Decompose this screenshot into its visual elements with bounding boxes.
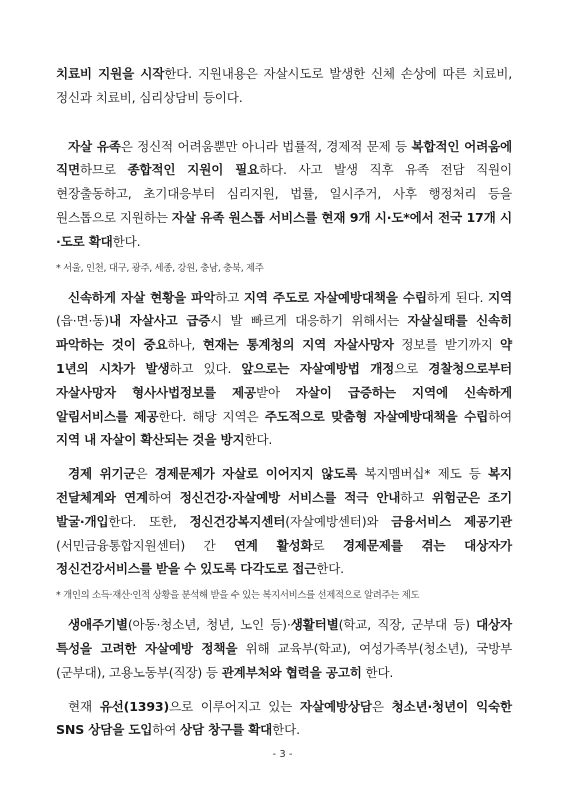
text-run: (서민금융통합지원센터) 간 (56, 537, 234, 553)
bold-text-run: 신속하게 자살 현황을 파악 (68, 289, 216, 305)
bold-text-run: 자살예방상담 (300, 698, 372, 714)
bold-text-run: 금융서비스 제공기관 (391, 513, 513, 529)
bold-text-run: 자살 유족 원스톱 서비스를 현재 9개 시·도*에서 전국 17개 시·도로 확대 (56, 209, 513, 249)
bold-text-run: 대상자 특성을 고려한 자살예방 정책을 (56, 617, 512, 656)
paragraph-treatment-support (56, 62, 512, 110)
text-run: 은 (371, 698, 392, 714)
bold-text-run: 치료비 지원을 시작 (56, 66, 165, 81)
footnote-regions: * 서울, 인천, 대구, 광주, 세종, 강원, 충남, 충북, 제주 (56, 262, 264, 274)
text-run: 하므로 (79, 162, 128, 178)
text-run: 시 발 빠르게 대응하기 위해서는 (210, 313, 408, 329)
bold-text-run: 종합적인 지원이 필요 (127, 162, 260, 178)
text-run: 은 (135, 466, 155, 482)
text-run: 한다. (272, 722, 300, 738)
bold-text-run: 위험군은 조기 발굴·개입 (56, 489, 512, 529)
bold-text-run: 경제 위기군 (68, 466, 136, 482)
text-run: (아동·청소년, 청년, 노인 등)· (127, 617, 291, 633)
bold-text-run: 자살이 급증하는 지역에 신속하게 알림서비스를 제공 (56, 384, 513, 424)
bold-text-run: 생활터별 (290, 617, 339, 633)
bold-text-run: 정신건강복지센터 (189, 513, 286, 529)
bold-text-run: 상담 창구를 확대 (180, 722, 273, 738)
text-run: 하고 있다. (169, 360, 242, 376)
page-number: - 3 - (272, 749, 293, 760)
bold-text-run: 지역 (488, 289, 512, 305)
text-run: 한다. (244, 432, 273, 448)
text-run: 하게 된다. (426, 289, 489, 305)
bold-text-run: 현재는 통계청의 지역 자살사망자 (202, 337, 394, 353)
text-run: 으로 (394, 360, 429, 376)
bold-text-run: 복지 전달체계와 연계 (56, 466, 512, 505)
paragraph-bereaved-families (56, 135, 512, 254)
bold-text-run: 앞으로는 자살예방법 개정 (241, 360, 395, 376)
bold-text-run: 연계 활성화 (233, 537, 313, 553)
bold-text-run: 경제문제를 겪는 대상자가 정신건강서비스를 받을 수 있도록 다각도로 접근 (56, 537, 513, 577)
bold-text-run: 자살실태를 신속히 파악하는 것이 중요 (56, 313, 512, 353)
bold-text-run: 청소년·청년이 익숙한 SNS 상담을 도입 (56, 698, 512, 738)
paragraph-economic-crisis (56, 462, 512, 581)
paragraph-regional-status (56, 286, 512, 453)
text-run: 위해 교육부(학교), 여성가족부(청소년), 국방부(군부대), 고용노동부(직장) 등 (56, 640, 512, 680)
text-run: 한다. (316, 561, 344, 577)
bold-text-run: 지역 내 자살이 확산되는 것을 방지 (56, 432, 245, 448)
bold-text-run: 경찰청으로부터 자살사망자 형사사법정보를 제공 (56, 360, 512, 400)
text-run: 하나, (167, 337, 203, 353)
text-run: 로 (312, 537, 343, 553)
bold-text-run: 유선(1393) (99, 698, 169, 714)
bold-text-run: 생애주기별 (68, 617, 128, 633)
text-run: 정보를 받기까지 (393, 337, 501, 353)
text-run: 하여 (147, 489, 180, 505)
text-run: (학교, 직장, 군부대 등) (338, 617, 477, 633)
text-run: 복지멤버십* 제도 등 (357, 466, 489, 482)
text-run: 하고 (400, 489, 433, 505)
paragraph-life-cycle (56, 613, 512, 684)
text-run: (읍·면·동) (56, 313, 109, 329)
bold-text-run: 정신건강·자살예방 서비스를 적극 안내 (179, 489, 401, 505)
text-run: 하고 (215, 289, 244, 305)
text-run: 은 정신적 어려움뿐만 아니라 법률적, 경제적 문제 등 (120, 138, 412, 154)
text-run: 한다. 또한, (108, 513, 190, 529)
bold-text-run: 지역 주도로 자살예방대책을 수립 (243, 289, 427, 305)
bold-text-run: 경제문제가 자살로 이어지지 않도록 (154, 466, 358, 482)
text-run: 하여 (488, 408, 512, 424)
bold-text-run: 내 자살사고 급증 (108, 313, 211, 329)
text-run: 으로 이루어지고 있는 (169, 698, 301, 714)
bold-text-run: 주도적으로 맞춤형 자살예방대책을 수립 (264, 408, 489, 424)
text-run: 한다. (112, 233, 141, 249)
text-run: 현재 (68, 698, 100, 714)
text-run: 받아 (256, 384, 296, 400)
document-body (56, 62, 512, 742)
text-run: 한다. 해당 지역은 (158, 408, 265, 424)
bold-text-run: 약 1년의 시차가 발생 (56, 337, 513, 376)
text-run: 한다. (361, 664, 394, 680)
text-run: 하여 (152, 722, 181, 738)
text-run: 하다. 사고 발생 직후 유족 전담 직원이 현장출동하고, 초기대응부터 심리지원, 법률, 일시주거, 사후 행정처리 등을 원스톱으로 지원하는 (56, 162, 512, 225)
text-run: 한다. 지원내용은 자살시도로 발생한 신체 손상에 따른 치료비, 정신과 치료비, 심리상담비 등이다. (56, 66, 512, 105)
bold-text-run: 복합적인 어려움에 직면 (56, 138, 512, 178)
paragraph-sns-counseling (56, 695, 512, 743)
bold-text-run: 관계부처와 협력을 공고히 (221, 664, 362, 680)
footnote-welfare-membership: * 개인의 소득·재산·인적 상황을 분석해 받을 수 있는 복지서비스를 선제적으로 알려주는 제도 (56, 590, 420, 602)
bold-text-run: 자살 유족 (68, 138, 121, 154)
text-run: (자살예방센터)와 (285, 513, 392, 529)
